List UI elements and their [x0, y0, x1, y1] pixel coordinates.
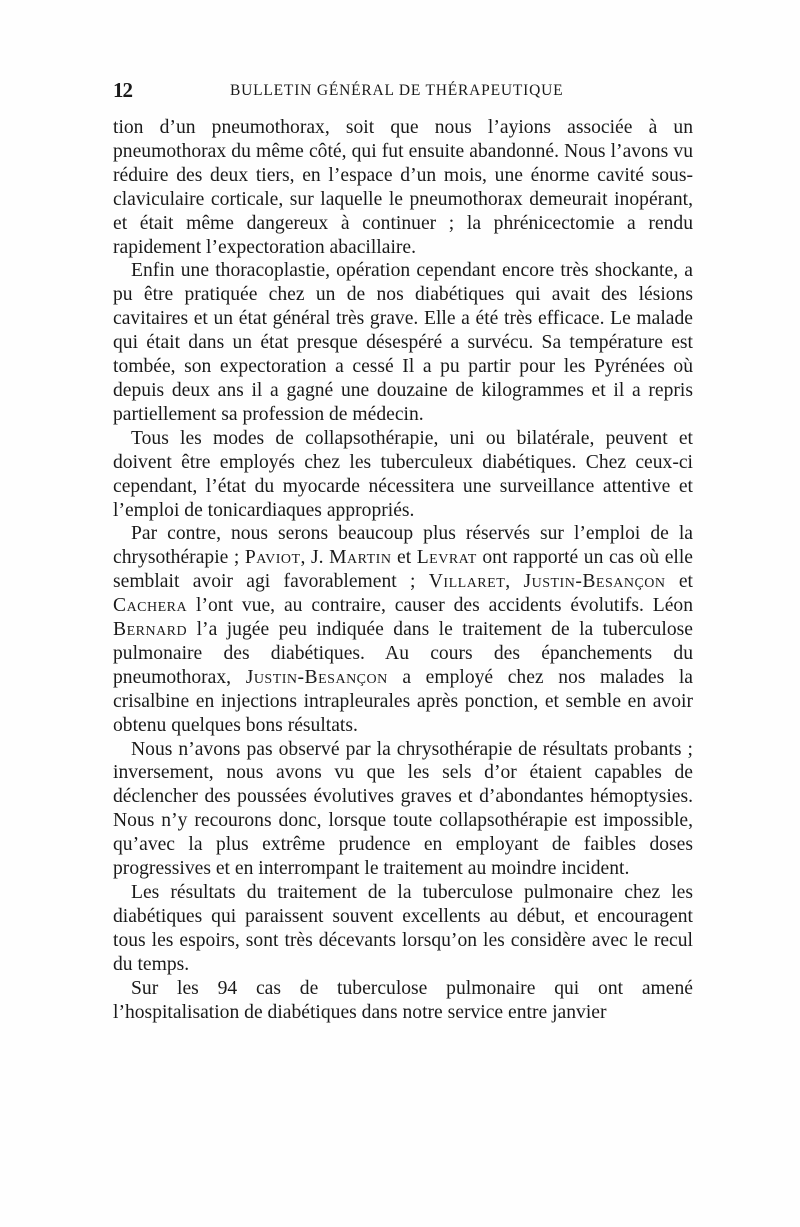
page-number: 12	[113, 78, 132, 102]
author-name: Paviot	[244, 547, 301, 569]
text-run: l’a jugée peu indiquée dans le traitement de la tuberculose pulmonaire des diabétiques. Au cours des épanchements du pneumothorax,	[113, 619, 693, 688]
body-text	[113, 116, 693, 1024]
text-run: , J.	[300, 547, 330, 569]
author-name: Justin-Besançon	[245, 666, 388, 688]
text-run: ,	[505, 571, 524, 593]
paragraph-statistiques: Sur les 94 cas de tuberculose pulmonaire qui ont amené l’hospitalisation de diabétiques dans notre service entre janvier	[113, 977, 693, 1023]
text-run: Par contre, nous serons beaucoup plus réservés sur l’emploi de la chrysothérapie ;	[113, 523, 693, 569]
text-run: l’ont vue, au contraire, causer des accidents évolutifs. Léon	[187, 595, 693, 617]
text-run: et	[391, 547, 417, 569]
paragraph-resultats-traitement: Les résultats du traitement de la tuberculose pulmonaire chez les diabétiques qui paraissent souvent excellents au début, et encouragent tous les espoirs, sont très décevants lorsqu’on les considère avec le recul du temps.	[113, 882, 693, 975]
paragraph-chrysotherapie	[113, 522, 693, 737]
author-name: Bernard	[113, 619, 188, 641]
paragraph-thoracoplastie: Enfin une thoracoplastie, opération cependant encore très shockante, a pu être pratiquée chez un de nos diabétiques qui avait des lésions cavitaires et un état général très grave. Elle a été très efficace. Le malade qui était dans un état presque désespéré a survécu. Sa température est tombée, son expectoration a cessé Il a pu partir pour les Pyrénées où depuis deux ans il a gagné une douzaine de kilogrammes et il a repris partiellement sa profession de médecin.	[113, 260, 693, 425]
running-head	[113, 78, 693, 102]
author-name: Villaret	[428, 571, 506, 593]
paragraph-collapsotherapie: Tous les modes de collapsothérapie, uni ou bilatérale, peuvent et doivent être employés chez les tuberculeux diabétiques. Chez ceux-ci cependant, l’état du myocarde nécessitera une surveillance attentive et l’emploi de tonicardiaques appropriés.	[113, 427, 693, 521]
text-run: a employé chez nos malades la crisalbine en injections intrapleurales après ponction, et semble en avoir obtenu quelques bons résultats.	[113, 666, 693, 736]
paragraph-resultats-sels-or: Nous n’avons pas observé par la chrysothérapie de résultats probants ; inversement, nous avons vu que les sels d’or étaient capables de déclencher des poussées évolutives graves et d’abondantes hémoptysies. Nous n’y recourons donc, lorsque toute collapsothérapie est impossible, qu’avec la plus extrême prudence en employant de faibles doses progressives et en interrompant le traitement au moindre incident.	[113, 738, 693, 880]
journal-title: BULLETIN GÉNÉRAL DE THÉRAPEUTIQUE	[230, 82, 564, 99]
text-run: et	[665, 571, 693, 593]
author-name: Levrat	[416, 547, 477, 569]
author-name: Justin-Besançon	[523, 571, 666, 593]
author-name: Martin	[329, 547, 392, 569]
author-name: Cachera	[113, 595, 188, 617]
paragraph-continuation: tion d’un pneumothorax, soit que nous l’ayions associée à un pneumothorax du même côté, qui fut ensuite abandonné. Nous l’avons vu réduire des deux tiers, en l’espace d’un mois, une énorme cavité sous-claviculaire corticale, sur laquelle le pneumothorax demeurait inopérant, et était même dangereux à continuer ; la phrénicectomie a rendu rapidement l’expectoration abacillaire.	[113, 117, 693, 258]
text-run: ont rapporté un cas où elle semblait avoir agi favorablement ;	[113, 547, 693, 593]
